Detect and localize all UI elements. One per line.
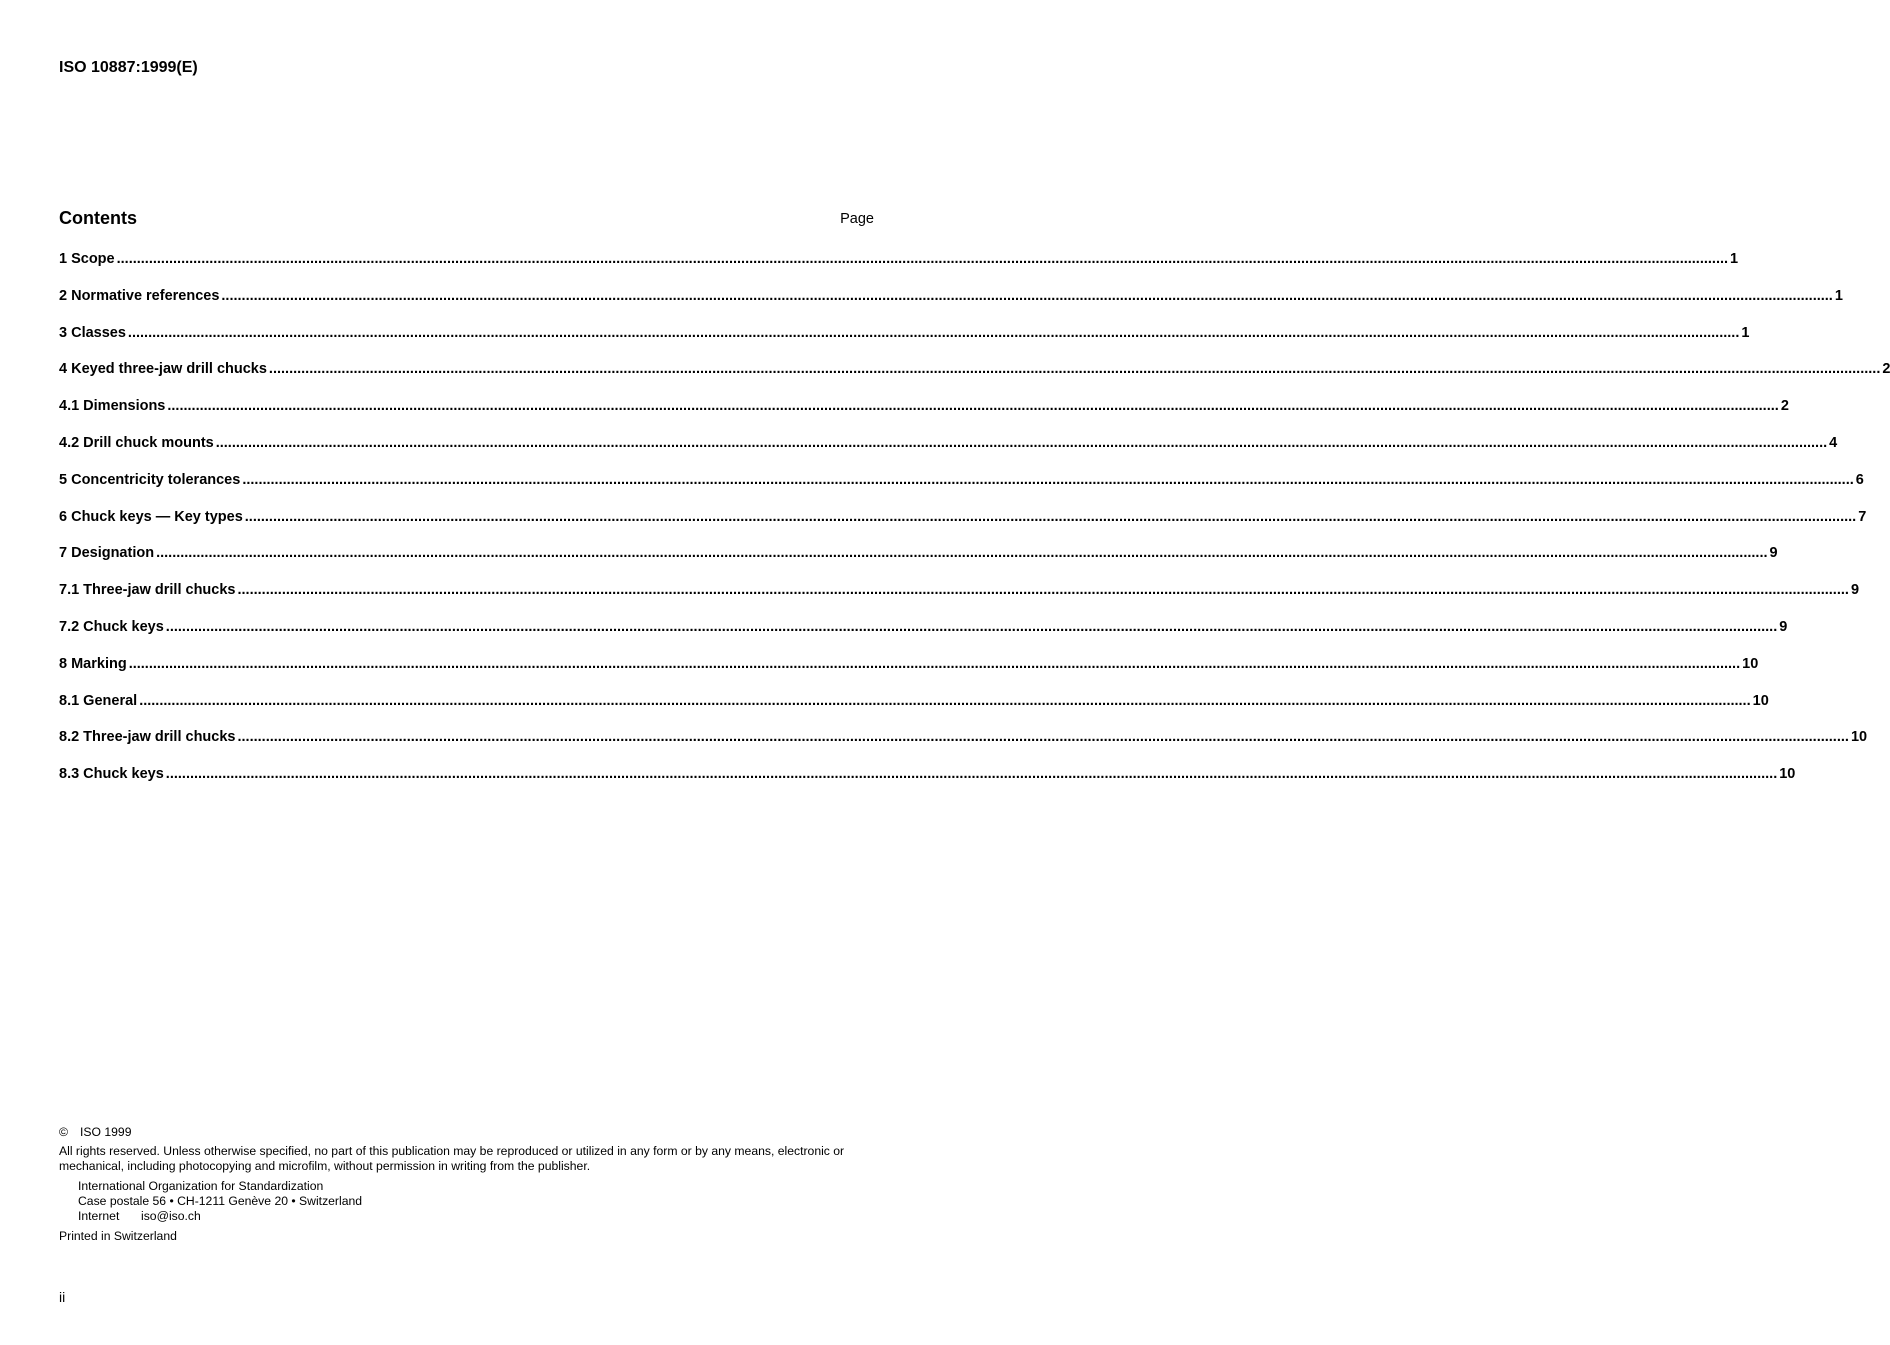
toc-entry-page: 9 <box>1850 582 1860 599</box>
dot-leader: ................................................................................................................................................................................................................................................................................................................................................................................................................ <box>167 398 1779 415</box>
toc-entry-label: 7.1 Three-jaw drill chucks <box>59 582 236 599</box>
toc-entry-page: 1 <box>1741 324 1750 341</box>
copyright-icon: © <box>59 1125 68 1139</box>
toc-entry[interactable] <box>59 434 1838 472</box>
page-column-label: Page <box>840 211 874 227</box>
toc-entry[interactable] <box>59 618 1788 656</box>
toc-entry-page: 10 <box>1742 655 1759 672</box>
toc-entry-label: 5 Concentricity tolerances <box>59 471 241 488</box>
toc-entry[interactable] <box>59 655 1759 693</box>
copyright-line <box>59 1125 132 1139</box>
toc-entry-label: 8.3 Chuck keys <box>59 766 164 783</box>
toc-entry-page: 2 <box>1780 398 1789 415</box>
table-of-contents <box>59 251 1890 803</box>
toc-entry[interactable] <box>59 692 1769 730</box>
toc-entry-page: 10 <box>1752 692 1769 709</box>
toc-entry[interactable] <box>59 508 1867 546</box>
dot-leader: ................................................................................................................................................................................................................................................................................................................................................................................................................ <box>215 434 1828 451</box>
toc-entry-label: 8.2 Three-jaw drill chucks <box>59 729 236 746</box>
dot-leader: ................................................................................................................................................................................................................................................................................................................................................................................................................ <box>139 692 1751 709</box>
toc-entry-label: 7 Designation <box>59 545 155 562</box>
toc-entry[interactable] <box>59 471 1864 509</box>
toc-entry[interactable] <box>59 287 1843 325</box>
publisher-address <box>78 1179 362 1224</box>
document-id: ISO 10887:1999(E) <box>59 59 198 76</box>
dot-leader: ................................................................................................................................................................................................................................................................................................................................................................................................................ <box>128 655 1741 672</box>
dot-leader: ................................................................................................................................................................................................................................................................................................................................................................................................................ <box>165 618 1778 635</box>
printed-in: Printed in Switzerland <box>59 1229 177 1243</box>
toc-entry[interactable] <box>59 361 1890 398</box>
toc-entry-label: 4.2 Drill chuck mounts <box>59 434 214 451</box>
toc-entry-label: 4 Keyed three-jaw drill chucks <box>59 361 267 378</box>
toc-entry[interactable] <box>59 324 1750 362</box>
toc-entry-label: 3 Classes <box>59 324 126 341</box>
toc-entry-page: 1 <box>1730 251 1739 267</box>
toc-entry-page: 4 <box>1829 434 1838 451</box>
dot-leader: ................................................................................................................................................................................................................................................................................................................................................................................................................ <box>237 729 1849 746</box>
toc-entry-page: 6 <box>1855 471 1864 488</box>
dot-leader: ................................................................................................................................................................................................................................................................................................................................................................................................................ <box>237 582 1849 599</box>
dot-leader: ................................................................................................................................................................................................................................................................................................................................................................................................................ <box>116 251 1729 267</box>
rights-statement: All rights reserved. Unless otherwise specified, no part of this publication may be reproduced or utilized in any form or by any means, electronic or mechanical, including photocopying and microfilm, without permission in writing from the publisher. <box>59 1144 845 1173</box>
toc-entry[interactable] <box>59 582 1860 619</box>
internet-label: Internet <box>78 1209 120 1223</box>
dot-leader: ................................................................................................................................................................................................................................................................................................................................................................................................................ <box>268 361 1881 378</box>
page-number: ii <box>59 1289 66 1305</box>
toc-entry-page: 1 <box>1834 287 1843 304</box>
toc-entry[interactable] <box>59 766 1796 803</box>
toc-entry-label: 4.1 Dimensions <box>59 398 166 415</box>
internet-email: iso@iso.ch <box>141 1209 201 1223</box>
org-address: Case postale 56 • CH-1211 Genève 20 • Switzerland <box>78 1194 363 1208</box>
dot-leader: ................................................................................................................................................................................................................................................................................................................................................................................................................ <box>221 287 1833 304</box>
toc-entry-page: 7 <box>1858 508 1867 525</box>
toc-entry-page: 2 <box>1882 361 1890 378</box>
toc-entry-label: 6 Chuck keys — Key types <box>59 508 243 525</box>
toc-entry-page: 10 <box>1779 766 1796 783</box>
contents-header <box>59 208 874 232</box>
copyright-text: ISO 1999 <box>80 1125 132 1139</box>
toc-entry[interactable] <box>59 729 1868 766</box>
org-internet <box>78 1209 362 1224</box>
toc-entry-label: 7.2 Chuck keys <box>59 618 164 635</box>
toc-entry-page: 10 <box>1850 729 1868 746</box>
toc-entry-page: 9 <box>1779 618 1788 635</box>
contents-title: Contents <box>59 208 137 228</box>
toc-entry[interactable] <box>59 545 1778 582</box>
dot-leader: ................................................................................................................................................................................................................................................................................................................................................................................................................ <box>242 471 1854 488</box>
toc-entry-label: 1 Scope <box>59 251 115 267</box>
toc-entry-label: 8.1 General <box>59 692 138 709</box>
dot-leader: ................................................................................................................................................................................................................................................................................................................................................................................................................ <box>156 545 1768 562</box>
toc-entry-label: 8 Marking <box>59 655 127 672</box>
toc-entry[interactable] <box>59 251 1739 288</box>
dot-leader: ................................................................................................................................................................................................................................................................................................................................................................................................................ <box>127 324 1740 341</box>
dot-leader: ................................................................................................................................................................................................................................................................................................................................................................................................................ <box>165 766 1778 783</box>
org-name: International Organization for Standardization <box>78 1179 324 1193</box>
toc-entry-page: 9 <box>1769 545 1778 562</box>
toc-entry[interactable] <box>59 398 1789 435</box>
toc-entry-label: 2 Normative references <box>59 287 220 304</box>
dot-leader: ................................................................................................................................................................................................................................................................................................................................................................................................................ <box>244 508 1857 525</box>
